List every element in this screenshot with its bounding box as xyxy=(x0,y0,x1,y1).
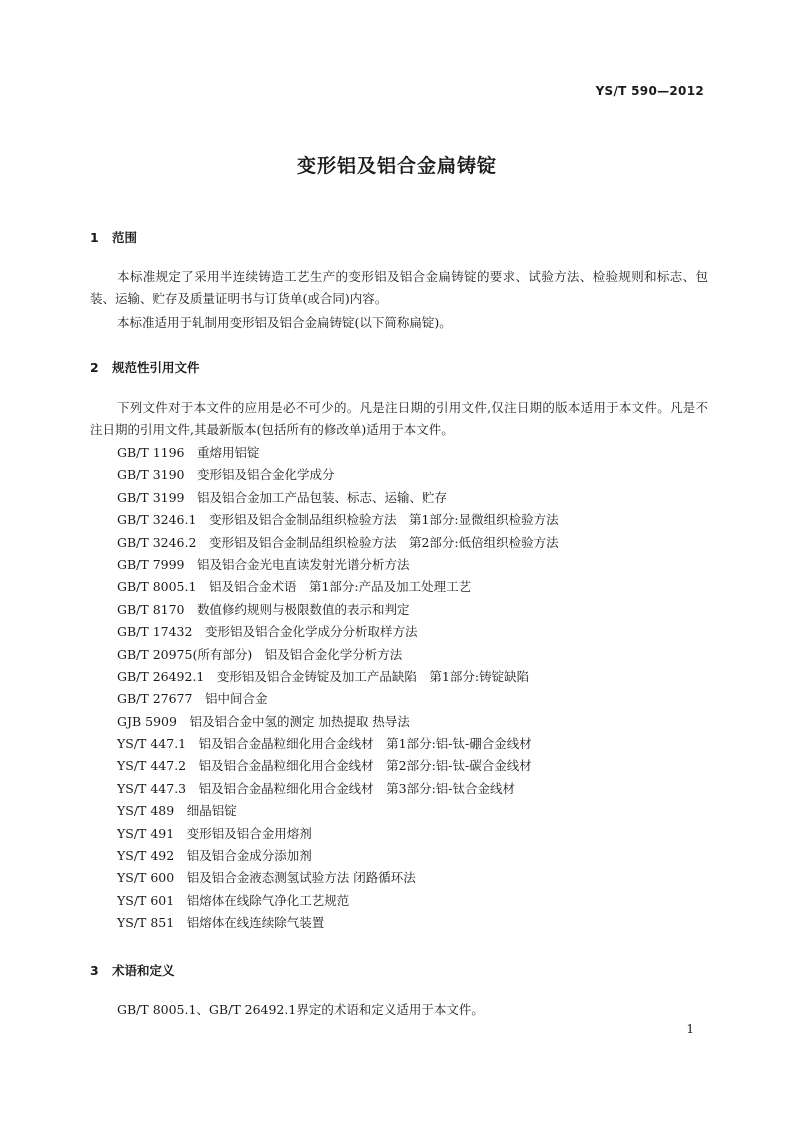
reference-code: GB/T 17432 xyxy=(117,624,193,640)
reference-title: 铝及铝合金术语 第1部分:产品及加工处理工艺 xyxy=(208,579,472,595)
reference-item xyxy=(117,442,559,464)
document-title: 变形铝及铝合金扁铸锭 xyxy=(296,155,497,177)
reference-code: YS/T 601 xyxy=(117,892,175,908)
reference-code: YS/T 447.1 xyxy=(117,736,187,752)
section-title: 术语和定义 xyxy=(112,963,175,978)
reference-item xyxy=(117,845,559,867)
reference-code: YS/T 447.3 xyxy=(117,780,187,796)
reference-item xyxy=(117,554,559,576)
reference-code: YS/T 600 xyxy=(117,870,175,886)
reference-code: GJB 5909 xyxy=(117,713,177,729)
reference-code: YS/T 851 xyxy=(117,915,175,931)
reference-title: 铝及铝合金晶粒细化用合金线材 第1部分:铝-钛-硼合金线材 xyxy=(198,736,532,752)
reference-item xyxy=(117,666,559,688)
scope-paragraph-2: 本标准适用于轧制用变形铝及铝合金扁铸锭(以下简称扁锭)。 xyxy=(117,315,452,330)
reference-item xyxy=(117,464,559,486)
reference-code: GB/T 7999 xyxy=(117,556,185,572)
reference-title: 铝熔体在线连续除气装置 xyxy=(186,915,325,931)
reference-title: 铝及铝合金成分添加剂 xyxy=(186,848,312,864)
reference-code: GB/T 26492.1 xyxy=(117,668,205,684)
reference-code: GB/T 3190 xyxy=(117,467,185,483)
terms-paragraph: GB/T 8005.1、GB/T 26492.1界定的术语和定义适用于本文件。 xyxy=(117,1002,484,1017)
reference-item xyxy=(117,800,559,822)
reference-item xyxy=(117,912,559,934)
reference-title: 变形铝及铝合金用熔剂 xyxy=(186,825,312,841)
reference-item xyxy=(117,688,559,710)
section-title: 范围 xyxy=(112,230,138,245)
reference-item xyxy=(117,621,559,643)
reference-item xyxy=(117,867,559,889)
section-number: 2 xyxy=(90,360,99,375)
scope-paragraph-1: 本标准规定了采用半连续铸造工艺生产的变形铝及铝合金扁铸锭的要求、试验方法、检验规则和标志、包装、运输、贮存及质量证明书与订货单(或合同)内容。 xyxy=(90,269,708,306)
reference-item xyxy=(117,487,559,509)
section-number: 3 xyxy=(90,963,99,978)
reference-title: 变形铝及铝合金制品组织检验方法 第2部分:低倍组织检验方法 xyxy=(208,534,559,550)
reference-item xyxy=(117,532,559,554)
reference-title: 变形铝及铝合金铸锭及加工产品缺陷 第1部分:铸锭缺陷 xyxy=(216,668,530,684)
reference-title: 铝及铝合金中氢的测定 加热提取 热导法 xyxy=(189,713,410,729)
reference-code: GB/T 3246.1 xyxy=(117,512,197,528)
reference-code: GB/T 3199 xyxy=(117,489,185,505)
section-heading-normative-references xyxy=(90,358,200,376)
reference-item xyxy=(117,823,559,845)
reference-title: 铝及铝合金液态测氢试验方法 闭路循环法 xyxy=(186,870,416,886)
reference-title: 铝及铝合金光电直读发射光谱分析方法 xyxy=(197,556,410,572)
reference-item xyxy=(117,599,559,621)
reference-item xyxy=(117,644,559,666)
reference-title: 铝熔体在线除气净化工艺规范 xyxy=(186,892,350,908)
reference-code: YS/T 447.2 xyxy=(117,758,187,774)
reference-item xyxy=(117,711,559,733)
reference-code: YS/T 491 xyxy=(117,825,175,841)
reference-item xyxy=(117,890,559,912)
reference-title: 变形铝及铝合金化学成分分析取样方法 xyxy=(204,624,418,640)
reference-code: GB/T 20975(所有部分) xyxy=(117,646,253,662)
reference-title: 铝及铝合金晶粒细化用合金线材 第3部分:铝-钛合金线材 xyxy=(198,780,516,796)
reference-item xyxy=(117,755,559,777)
reference-code: GB/T 8005.1 xyxy=(117,579,197,595)
section-heading-terms-and-definitions xyxy=(90,961,175,979)
section-heading-scope xyxy=(90,228,137,246)
reference-code: YS/T 489 xyxy=(117,803,175,819)
reference-title: 细晶铝锭 xyxy=(186,803,237,819)
reference-code: YS/T 492 xyxy=(117,848,175,864)
reference-code: GB/T 8170 xyxy=(117,601,185,617)
reference-title: 变形铝及铝合金化学成分 xyxy=(197,467,335,483)
reference-code: GB/T 27677 xyxy=(117,691,193,707)
reference-item xyxy=(117,509,559,531)
reference-title: 变形铝及铝合金制品组织检验方法 第1部分:显微组织检验方法 xyxy=(208,512,559,528)
reference-code: GB/T 1196 xyxy=(117,445,185,460)
reference-title: 铝及铝合金晶粒细化用合金线材 第2部分:铝-钛-碳合金线材 xyxy=(198,758,532,774)
section-title: 规范性引用文件 xyxy=(112,360,200,375)
reference-item xyxy=(117,576,559,598)
reference-title: 数值修约规则与极限数值的表示和判定 xyxy=(197,601,410,617)
reference-item xyxy=(117,733,559,755)
page-number: 1 xyxy=(686,1022,694,1036)
reference-title: 铝及铝合金加工产品包装、标志、运输、贮存 xyxy=(197,489,448,505)
reference-item xyxy=(117,778,559,800)
references-intro-paragraph: 下列文件对于本文件的应用是必不可少的。凡是注日期的引用文件,仅注日期的版本适用于本文件。凡是不注日期的引用文件,其最新版本(包括所有的修改单)适用于本文件。 xyxy=(90,400,708,437)
standard-code: YS/T 590—2012 xyxy=(595,84,704,98)
section-number: 1 xyxy=(90,230,99,245)
reference-code: GB/T 3246.2 xyxy=(117,534,197,550)
reference-title: 铝中间合金 xyxy=(204,691,268,707)
reference-list xyxy=(117,442,559,935)
reference-title: 铝及铝合金化学分析方法 xyxy=(264,646,403,662)
reference-title: 重熔用铝锭 xyxy=(197,445,260,460)
